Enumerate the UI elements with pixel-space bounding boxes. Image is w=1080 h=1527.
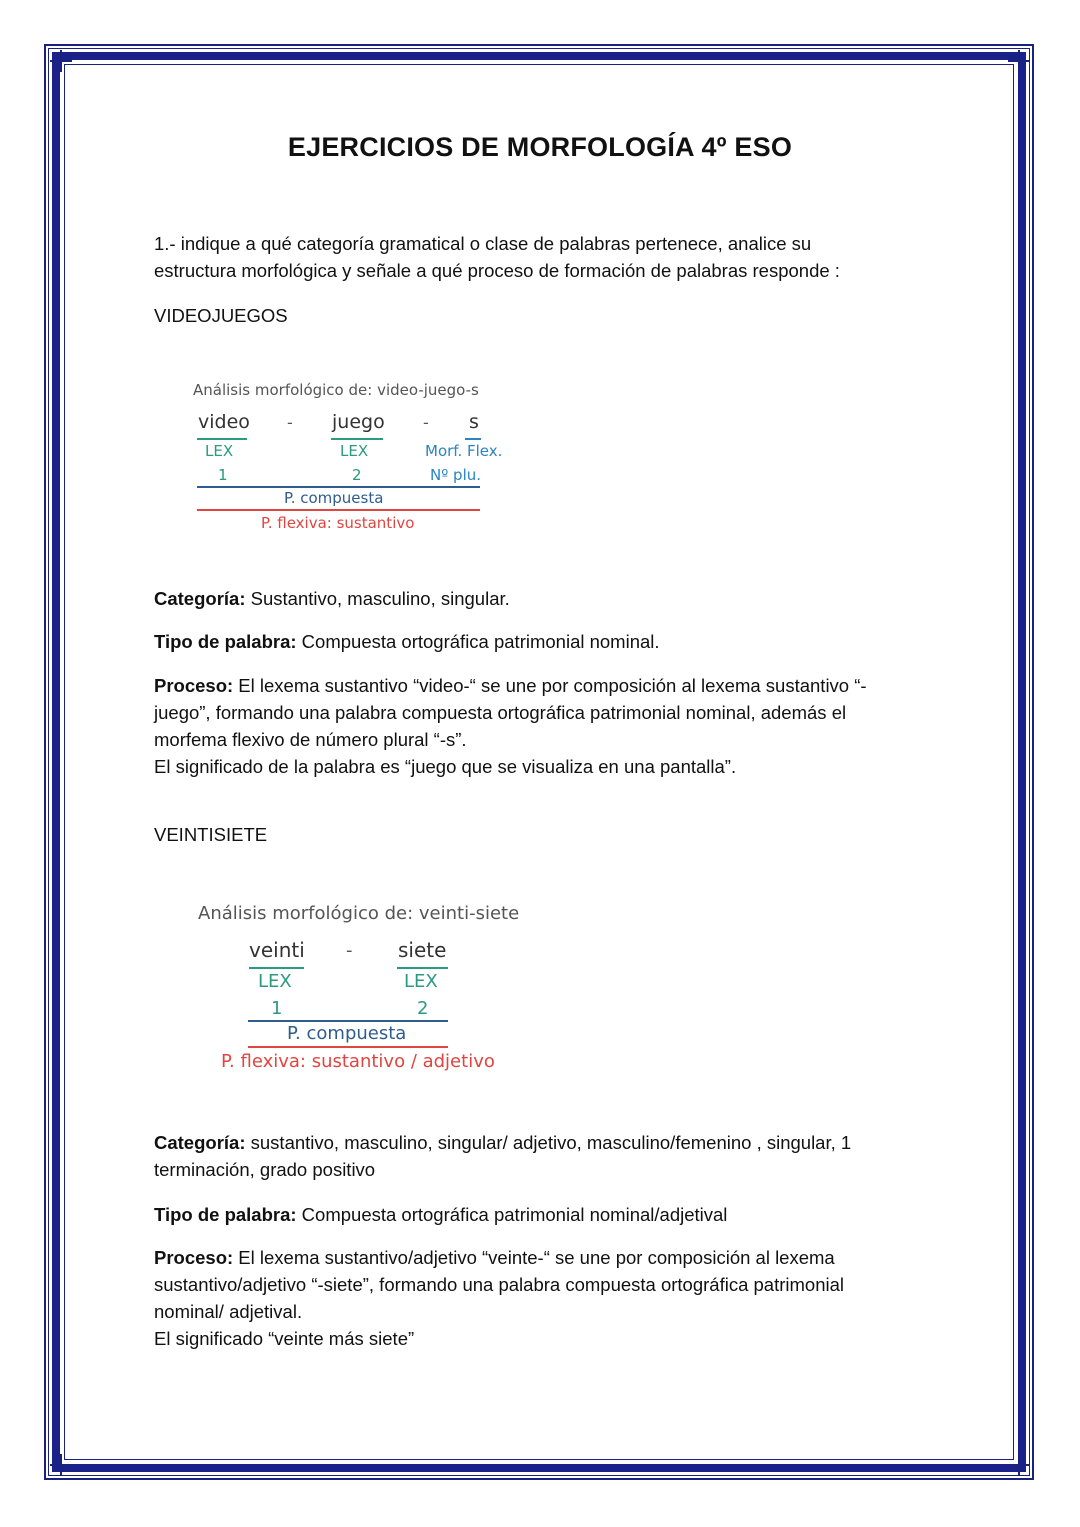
- diagram-part-siete: siete: [398, 938, 447, 962]
- diagram-tag-lex: LEX: [340, 442, 369, 460]
- diagram-tag-lex: LEX: [205, 442, 234, 460]
- categoria-line-1: sustantivo, masculino, singular/ adjetivo, masculino/femenino , singular, 1: [245, 1132, 852, 1153]
- proceso-line-2: juego”, formando una palabra compuesta ortográfica patrimonial nominal, además el: [154, 702, 847, 723]
- compound-bracket: [248, 1020, 448, 1022]
- tipo-label: Tipo de palabra:: [154, 1204, 297, 1225]
- frame-corner-ornament: [1008, 1454, 1030, 1476]
- proceso-line-1: El lexema sustantivo/adjetivo “veinte-“ se une por composición al lexema: [233, 1247, 835, 1268]
- proceso-line-4: El significado de la palabra es “juego que se visualiza en una pantalla”.: [154, 756, 737, 777]
- categoria-value: Sustantivo, masculino, singular.: [245, 588, 510, 609]
- proceso-label: Proceso:: [154, 675, 234, 696]
- frame-corner-ornament: [50, 1454, 72, 1476]
- diagram-subtag: 1: [271, 998, 283, 1019]
- categoria-label: Categoría:: [154, 1132, 246, 1153]
- diagram-separator: -: [423, 413, 429, 432]
- diagram-part-video: video: [198, 411, 250, 433]
- exercise-2-tipo: [154, 1201, 934, 1228]
- diagram-heading: Análisis morfológico de: veinti-siete: [198, 903, 520, 924]
- exercise-2-categoria: [154, 1129, 934, 1183]
- frame-corner-ornament: [1008, 50, 1030, 72]
- diagram-compound-label: P. compuesta: [284, 489, 384, 507]
- compound-bracket: [197, 486, 480, 488]
- proceso-line-3: morfema flexivo de número plural “-s”.: [154, 729, 467, 750]
- page-title: EJERCICIOS DE MORFOLOGÍA 4º ESO: [287, 132, 793, 162]
- diagram-tag-lex: LEX: [404, 971, 438, 992]
- exercise-1-tipo: [154, 628, 934, 655]
- lex-underline: [249, 967, 304, 969]
- lex-underline: [331, 438, 383, 440]
- lex-underline: [397, 967, 448, 969]
- diagram-subtag: 1: [218, 466, 228, 484]
- categoria-label: Categoría:: [154, 588, 246, 609]
- lex-underline: [197, 438, 247, 440]
- diagram-compound-label: P. compuesta: [287, 1023, 407, 1044]
- exercise-1-proceso: [154, 672, 934, 780]
- exercise-2-proceso: [154, 1244, 934, 1352]
- proceso-line-1: El lexema sustantivo “video-“ se une por composición al lexema sustantivo “-: [233, 675, 867, 696]
- diagram-inflected-label: P. flexiva: sustantivo / adjetivo: [221, 1051, 495, 1072]
- diagram-separator: -: [346, 940, 353, 961]
- tipo-label: Tipo de palabra:: [154, 631, 297, 652]
- diagram-part-s: s: [469, 411, 479, 433]
- frame-corner-ornament: [50, 50, 72, 72]
- diagram-tag-flex: Morf. Flex.: [425, 442, 503, 460]
- proceso-label: Proceso:: [154, 1247, 234, 1268]
- diagram-separator: -: [287, 413, 293, 432]
- diagram-subtag: 2: [352, 466, 362, 484]
- proceso-line-2: sustantivo/adjetivo “-siete”, formando una palabra compuesta ortográfica patrimonial: [154, 1274, 845, 1295]
- diagram-subtag: 2: [417, 998, 429, 1019]
- diagram-subtag: Nº plu.: [430, 466, 482, 484]
- inflected-bracket: [197, 509, 480, 511]
- diagram-inflected-label: P. flexiva: sustantivo: [261, 514, 415, 532]
- exercise-1-word: VIDEOJUEGOS: [154, 305, 288, 326]
- diagram-part-veinti: veinti: [249, 938, 305, 962]
- diagram-heading: Análisis morfológico de: video-juego-s: [193, 381, 479, 399]
- exercise-1-categoria: [154, 585, 934, 612]
- categoria-line-2: terminación, grado positivo: [154, 1159, 376, 1180]
- instructions: [154, 230, 934, 284]
- diagram-part-juego: juego: [332, 411, 385, 433]
- proceso-line-3: nominal/ adjetival.: [154, 1301, 303, 1322]
- instructions-line-1: 1.- indique a qué categoría gramatical o clase de palabras pertenece, analice su: [154, 233, 812, 254]
- diagram-tag-lex: LEX: [258, 971, 292, 992]
- inflected-bracket: [248, 1046, 448, 1048]
- instructions-line-2: estructura morfológica y señale a qué proceso de formación de palabras responde :: [154, 260, 840, 281]
- tipo-value: Compuesta ortográfica patrimonial nominal/adjetival: [296, 1204, 728, 1225]
- proceso-line-4: El significado “veinte más siete”: [154, 1328, 415, 1349]
- tipo-value: Compuesta ortográfica patrimonial nominal.: [296, 631, 660, 652]
- exercise-2-word: VEINTISIETE: [154, 824, 268, 845]
- flex-underline: [465, 438, 481, 440]
